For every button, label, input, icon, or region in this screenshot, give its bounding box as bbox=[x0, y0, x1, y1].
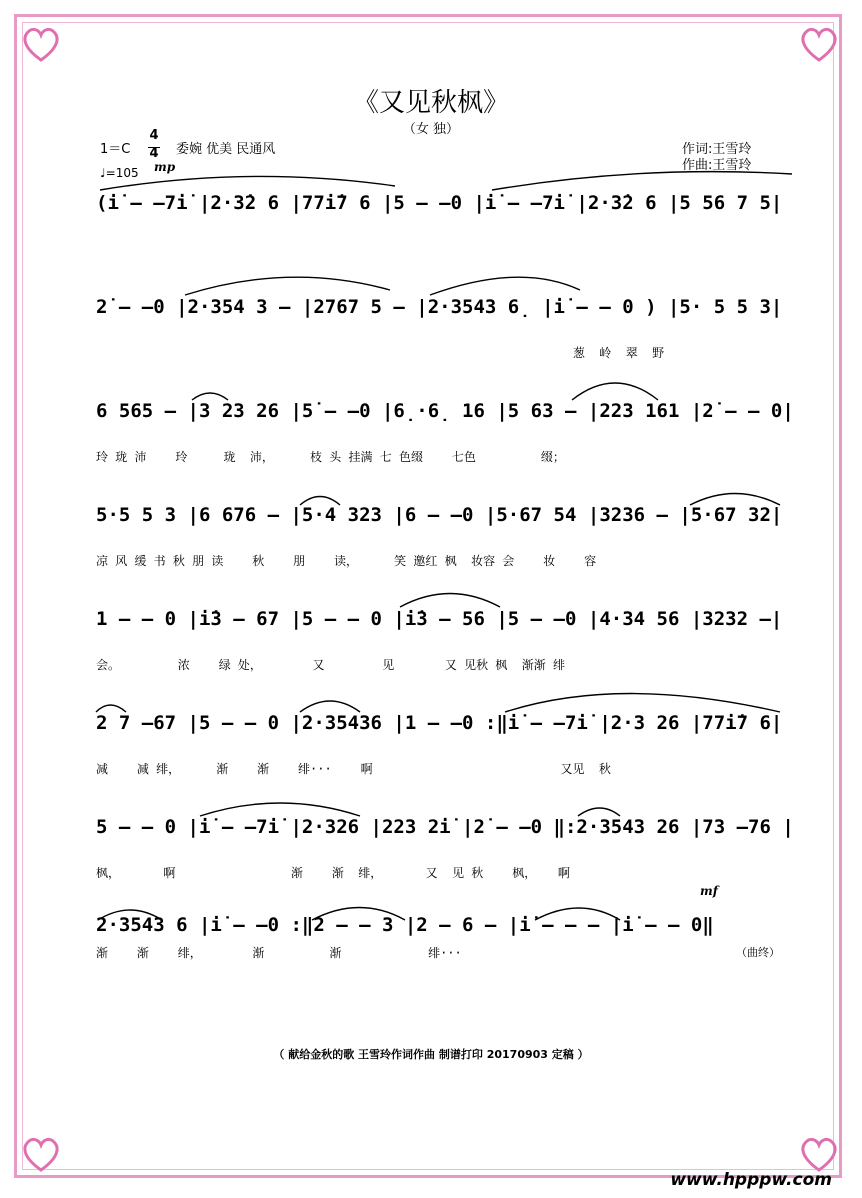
dynamic-mf: mf bbox=[700, 884, 718, 898]
lyric-line: 渐 渐 绯， 渐 渐 绯··· bbox=[96, 946, 462, 960]
song-title: 《又见秋枫》 bbox=[352, 88, 509, 118]
lyric-line: 减 减 绯， 渐 渐 绯··· 啊 又见 秋 bbox=[96, 762, 611, 776]
notation-line: (i̇ – –7i̇ |2·3̇2 6 |77i̇7 6 |5 – –0 |i̇ – –7i̇ |2·3̇2 6 |5 56 7 5| bbox=[96, 192, 783, 214]
footer-note: （ 献给金秋的歌 王雪玲作词作曲 制谱打印 20170903 定稿 ） bbox=[273, 1048, 589, 1061]
lyric-line: 凉 风 缓 书 秋 朋 读 秋 朋 读， 笑 邀红 枫 妆容 会 妆 容 bbox=[96, 554, 597, 568]
notation-line: 6 565 – |3 23 26 |5̇ – –0 |6̣·6̣ 16 |5 63 – |223 161 |2̇ – – 0| bbox=[96, 400, 794, 422]
key-signature: 1＝C bbox=[100, 142, 131, 157]
time-signature-bottom: 4 bbox=[149, 146, 159, 161]
dynamic-mp: mp bbox=[154, 160, 176, 174]
composer-credit: 作曲:王雪玲 bbox=[682, 158, 752, 173]
heart-ornament-icon bbox=[18, 1130, 64, 1176]
lyric-line: 枫， 啊 渐 渐 绯， 又 见 秋 枫， 啊 bbox=[96, 866, 570, 880]
site-watermark: www.hpppw.com bbox=[670, 1170, 832, 1190]
heart-ornament-icon bbox=[796, 20, 842, 66]
end-marking: （曲终） bbox=[736, 946, 780, 959]
song-subtitle: （女 独） bbox=[402, 122, 460, 137]
notation-line: 1 – – 0 |i̇3 – 67 |5 – – 0 |i̇3 – 56 |5 – –0 |4·34 56 |3232 –| bbox=[96, 608, 783, 630]
lyric-line: 玲 珑 沛 玲 珑 沛， 枝 头 挂满 七 色缀 七色 缀； bbox=[96, 450, 565, 464]
notation-line: 5·5 5 3 |6 676 – |5·4 323 |6 – –0 |5·67 54 |3236 – |5·67 32| bbox=[96, 504, 783, 526]
notation-line: 2̇ – –0 |2·354 3 – |2767 5 – |2·3543 6̣ |i̇ – – 0 ) |5· 5 5 3| bbox=[96, 296, 783, 318]
style-marking: 委婉 优美 民通风 bbox=[176, 142, 276, 157]
lyric-line: 会。 浓 绿 处， 又 见 又 见秋 枫 渐渐 绯 bbox=[96, 658, 565, 672]
notation-line: 5 – – 0 |i̇ – –7i̇ |2·326 |223 2i̇ |2̇ – –0 ‖:2·3543 26 |73 –76 | bbox=[96, 816, 794, 838]
notation-line: 2 7 –67 |5 – – 0 |2·35436 |1 – –0 :‖i̇ – –7i̇ |2·3 26 |77i̇7 6| bbox=[96, 712, 783, 734]
heart-ornament-icon bbox=[18, 20, 64, 66]
lyric-line: 葱 岭 翠 野 bbox=[96, 346, 665, 360]
time-signature-top: 4 bbox=[149, 128, 159, 143]
notation-line: 2·3543 6 |i̇ – –0 :‖2 – – 3 |2 – 6 – |i̇ – – – |i̇ – – 0‖ bbox=[96, 914, 714, 936]
lyricist-credit: 作词:王雪玲 bbox=[682, 142, 752, 157]
tempo-marking: ♩=105 bbox=[100, 166, 139, 180]
